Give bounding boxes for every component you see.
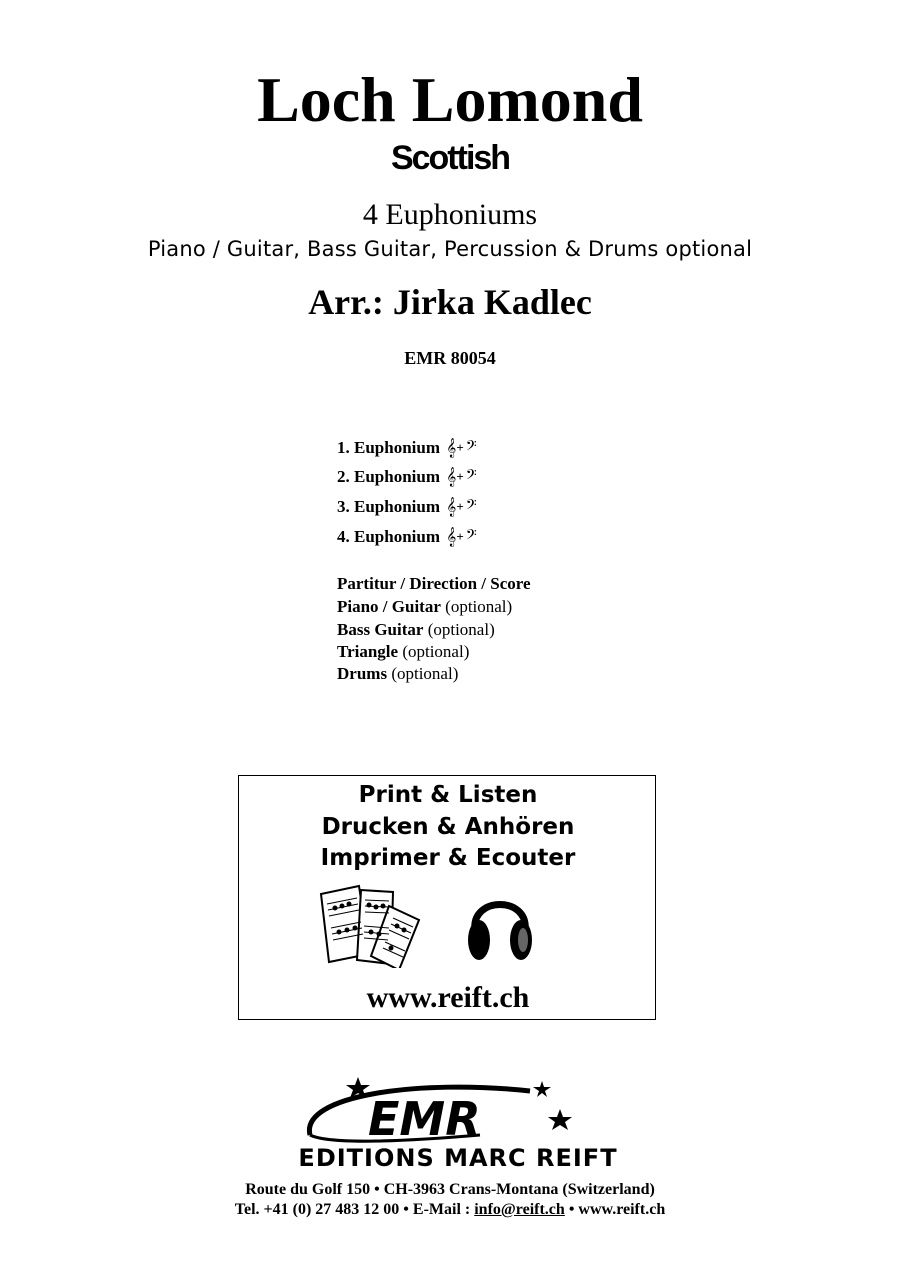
part-label: 2. Euphonium bbox=[337, 467, 440, 486]
extra-part-name: Triangle bbox=[337, 642, 399, 661]
arranger: Arr.: Jirka Kadlec bbox=[308, 282, 592, 322]
emr-logo bbox=[240, 1075, 676, 1169]
optional-instruments: Piano / Guitar, Bass Guitar, Percussion & Drums optional bbox=[147, 237, 753, 261]
extra-part bbox=[337, 641, 469, 663]
treble-clef-icon: 𝄞 bbox=[446, 497, 457, 516]
extra-part-name: Partitur / Direction / Score bbox=[337, 574, 531, 593]
extra-part bbox=[337, 619, 495, 641]
extra-part bbox=[337, 663, 458, 685]
treble-clef-icon: 𝄞 bbox=[446, 467, 457, 486]
extra-part-note: (optional) bbox=[445, 597, 513, 616]
part-item bbox=[337, 496, 477, 518]
part-item bbox=[337, 437, 477, 459]
page-title: Loch Lomond bbox=[257, 64, 643, 135]
sheet-music-icon bbox=[311, 884, 423, 968]
extra-part bbox=[337, 596, 512, 618]
plus-sign: + bbox=[456, 499, 464, 514]
logo-text: EMR bbox=[368, 1092, 481, 1146]
print-listen-box bbox=[238, 775, 656, 1020]
publisher-address: Route du Golf 150 • CH-3963 Crans-Montana (Switzerland) bbox=[245, 1181, 655, 1198]
promo-line-english: Print & Listen bbox=[358, 782, 538, 808]
bass-clef-icon: 𝄢 bbox=[465, 527, 477, 546]
treble-clef-icon: 𝄞 bbox=[446, 527, 457, 546]
plus-sign: + bbox=[456, 529, 464, 544]
email-link[interactable]: info@reift.ch bbox=[474, 1201, 565, 1218]
catalog-number: EMR 80054 bbox=[404, 348, 496, 368]
extra-part-note: (optional) bbox=[427, 620, 495, 639]
bass-clef-icon: 𝄢 bbox=[465, 467, 477, 486]
extra-part-note: (optional) bbox=[402, 642, 470, 661]
publisher-name: EDITIONS MARC REIFT bbox=[298, 1144, 618, 1169]
bass-clef-icon: 𝄢 bbox=[465, 438, 477, 457]
instrumentation: 4 Euphoniums bbox=[362, 198, 538, 231]
publisher-contact bbox=[0, 1200, 900, 1220]
part-label: 3. Euphonium bbox=[337, 497, 440, 516]
part-item bbox=[337, 466, 477, 488]
plus-sign: + bbox=[456, 469, 464, 484]
headphones-icon bbox=[465, 886, 535, 966]
promo-line-german: Drucken & Anhören bbox=[321, 814, 575, 840]
bass-clef-icon: 𝄢 bbox=[465, 497, 477, 516]
extra-part-name: Bass Guitar bbox=[337, 620, 424, 639]
promo-url[interactable]: www.reift.ch bbox=[366, 981, 530, 1014]
part-label: 1. Euphonium bbox=[337, 438, 440, 457]
promo-line-french: Imprimer & Ecouter bbox=[320, 845, 576, 871]
contact-web: • www.reift.ch bbox=[564, 1201, 666, 1218]
part-item bbox=[337, 526, 477, 548]
part-label: 4. Euphonium bbox=[337, 527, 440, 546]
contact-phone: Tel. +41 (0) 27 483 12 00 • E-Mail : bbox=[234, 1201, 475, 1218]
genre-subtitle: Scottish bbox=[390, 139, 510, 177]
extra-part-name: Drums bbox=[337, 664, 388, 683]
treble-clef-icon: 𝄞 bbox=[446, 438, 457, 457]
extra-part bbox=[337, 573, 531, 595]
extra-part-name: Piano / Guitar bbox=[337, 597, 441, 616]
extra-part-note: (optional) bbox=[391, 664, 459, 683]
plus-sign: + bbox=[456, 440, 464, 455]
